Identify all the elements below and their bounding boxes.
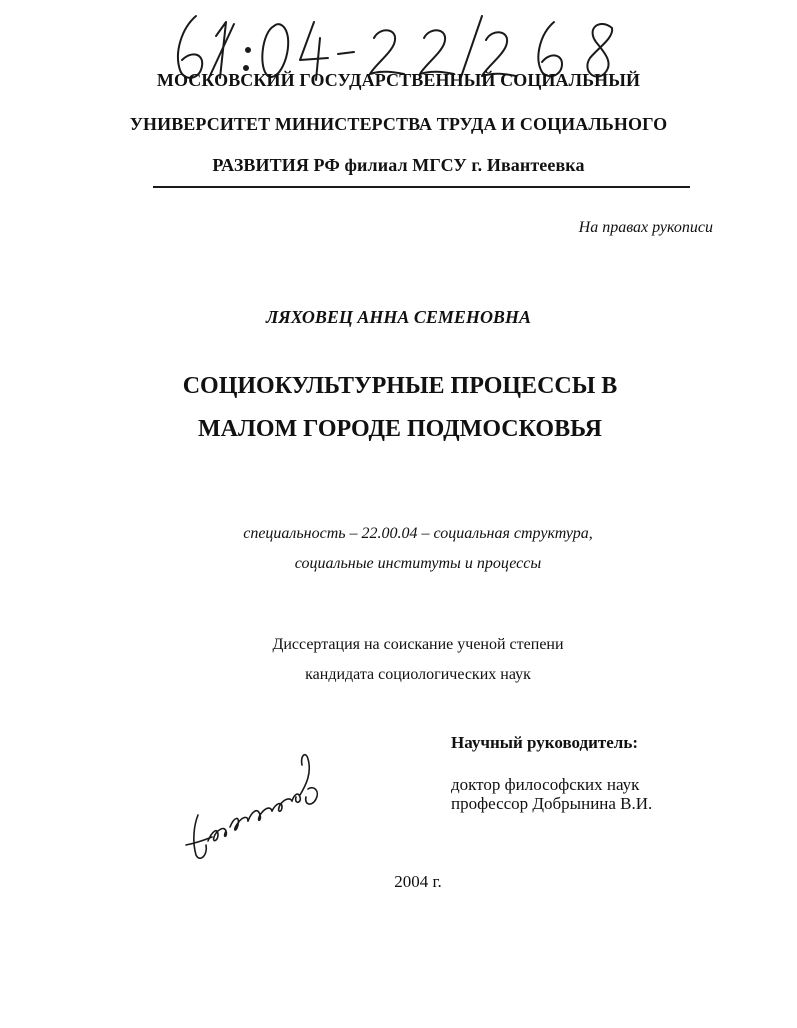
- author-name: ЛЯХОВЕЦ АННА СЕМЕНОВНА: [266, 307, 531, 327]
- institution-line-1: МОСКОВСКИЙ ГОСУДАРСТВЕННЫЙ СОЦИАЛЬНЫЙ: [156, 70, 641, 90]
- dissertation-line-1: Диссертация на соискание ученой степени: [272, 636, 564, 653]
- title-line-1: СОЦИОКУЛЬТУРНЫЕ ПРОЦЕССЫ В: [182, 373, 618, 399]
- institution-line-2: УНИВЕРСИТЕТ МИНИСТЕРСТВА ТРУДА И СОЦИАЛЬНОГО: [129, 114, 668, 134]
- header-divider: [153, 186, 690, 188]
- manuscript-rights-note: На правах рукописи: [578, 219, 713, 236]
- dissertation-line-2: кандидата социологических наук: [305, 666, 531, 683]
- advisor-degree: доктор философских наук: [451, 775, 640, 794]
- author-signature: [178, 745, 328, 870]
- advisor-name: профессор Добрынина В.И.: [451, 794, 653, 813]
- specialty-line-1: специальность – 22.00.04 – социальная структура,: [243, 525, 593, 542]
- institution-line-3: РАЗВИТИЯ РФ филиал МГСУ г. Ивантеевка: [212, 155, 585, 175]
- specialty-line-2: социальные институты и процессы: [294, 555, 542, 572]
- year: 2004 г.: [394, 872, 442, 891]
- advisor-heading: Научный руководитель:: [451, 733, 638, 752]
- title-line-2: МАЛОМ ГОРОДЕ ПОДМОСКОВЬЯ: [197, 416, 603, 442]
